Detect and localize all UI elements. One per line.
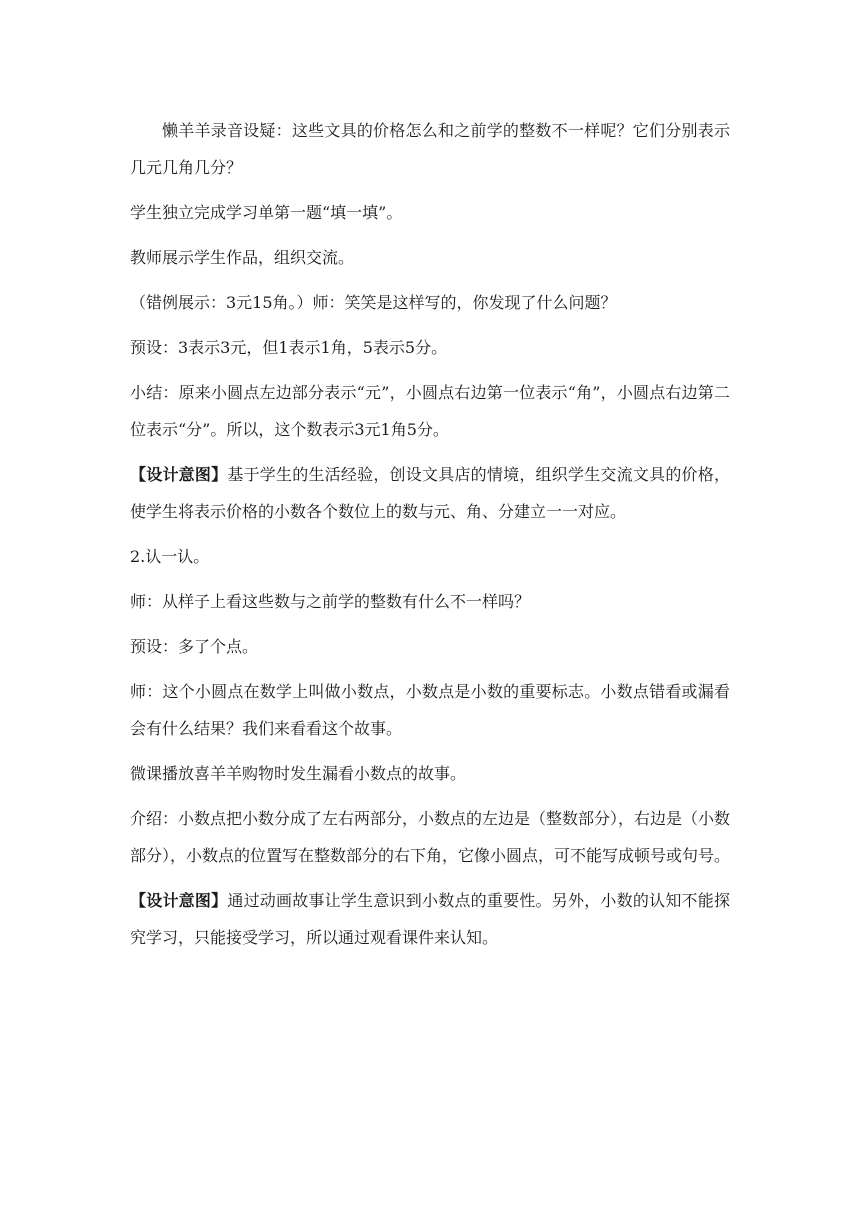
design-intent-tag: 【设计意图】 [130,465,228,484]
paragraph-worksheet-task: 学生独立完成学习单第一题“填一填”。 [130,203,403,222]
section-heading-recognize: 2.认一认。 [130,547,210,566]
paragraph-introduction: 介绍：小数点把小数分成了左右两部分，小数点的左边是（整数部分），右边是（小数部分），小数点的位置写在整数部分的右下角，它像小圆点，可不能写成顿号或句号。 [130,809,731,865]
design-intent-text: 通过动画故事让学生意识到小数点的重要性。另外，小数的认知不能探究学习，只能接受学习，所以通过观看课件来认知。 [130,891,730,947]
paragraph-teacher-question: 师：从样子上看这些数与之前学的整数有什么不一样吗？ [130,592,531,611]
design-intent-text: 基于学生的生活经验，创设文具店的情境，组织学生交流文具的价格，使学生将表示价格的小数各个数位上的数与元、角、分建立一一对应。 [130,465,730,521]
paragraph-preset-extra-dot: 预设：多了个点。 [130,637,259,656]
paragraph-design-intent-2 [130,882,730,956]
paragraph-summary: 小结：原来小圆点左边部分表示“元”，小圆点右边第一位表示“角”，小圆点右边第二位表示“分”。所以，这个数表示3元1角5分。 [130,383,730,439]
paragraph-preset-answer: 预设：3表示3元，但1表示1角，5表示5分。 [130,338,448,357]
paragraph-teacher-display: 教师展示学生作品，组织交流。 [130,248,355,267]
paragraph-error-example: （错例展示：3元15角。）师：笑笑是这样写的，你发现了什么问题？ [130,293,617,312]
design-intent-tag: 【设计意图】 [130,891,228,910]
paragraph-lazy-sheep-question: 懒羊羊录音设疑：这些文具的价格怎么和之前学的整数不一样呢？它们分别表示几元几角几分？ [130,121,730,177]
document-body [130,112,730,964]
paragraph-decimal-point-intro: 师：这个小圆点在数学上叫做小数点，小数点是小数的重要标志。小数点错看或漏看会有什么结果？我们来看看这个故事。 [130,682,730,738]
paragraph-micro-lesson: 微课播放喜羊羊购物时发生漏看小数点的故事。 [130,764,467,783]
paragraph-design-intent-1 [130,456,730,530]
